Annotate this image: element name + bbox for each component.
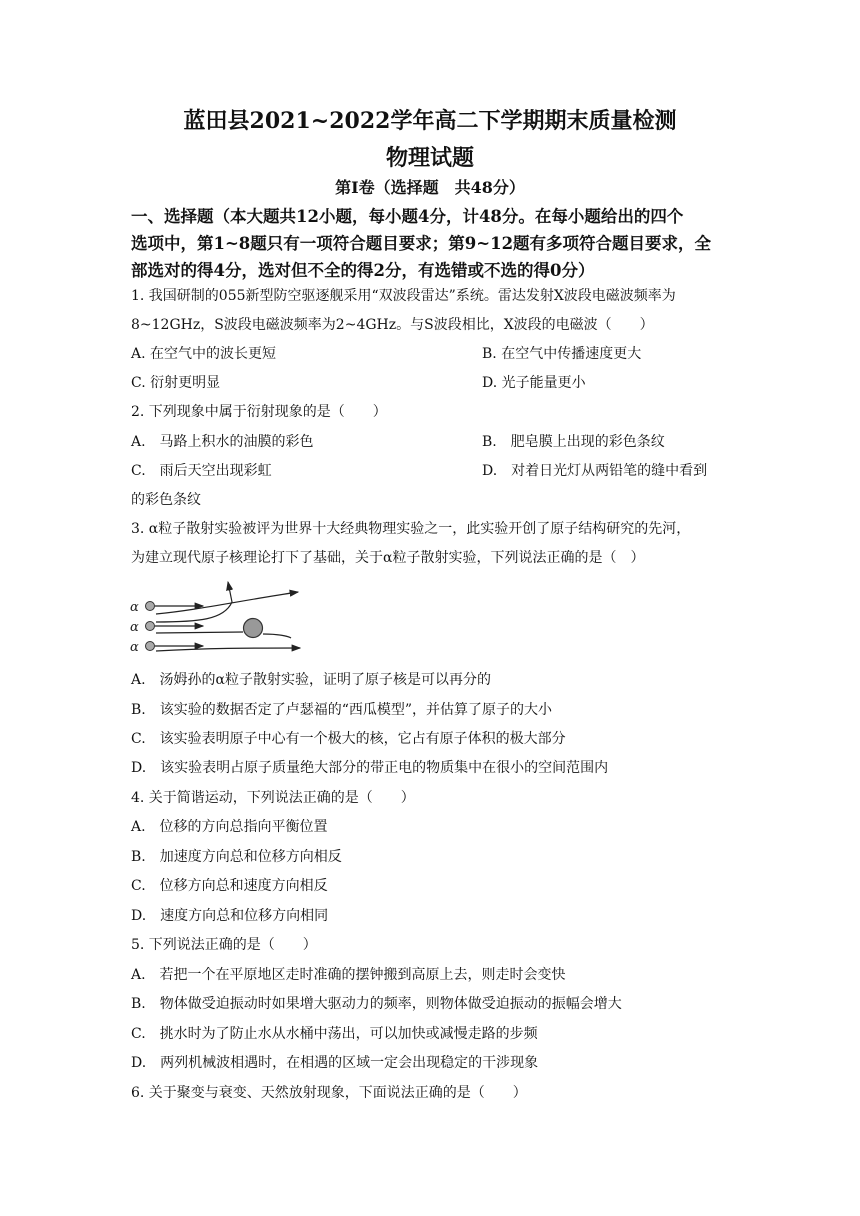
q1-option-b: B. 在空气中传播速度更大 [482, 346, 642, 362]
q4-option-c: C. 位移方向总和速度方向相反 [131, 878, 328, 894]
q4-option-a: A. 位移的方向总指向平衡位置 [131, 819, 328, 835]
alpha-label-3: α [130, 640, 139, 655]
low-trajectory [156, 648, 300, 651]
q2-option-d-continued: 的彩色条纹 [131, 492, 201, 508]
q1-option-d: D. 光子能量更小 [482, 375, 586, 391]
q5-option-b: B. 物体做受迫振动时如果增大驱动力的频率，则物体做受迫振动的振幅会增大 [131, 996, 622, 1012]
q3-option-c: C. 该实验表明原子中心有一个极大的核，它占有原子体积的极大部分 [131, 731, 566, 747]
q2-stem: 2. 下列现象中属于衍射现象的是（ ） [131, 404, 387, 420]
q3-option-a: A. 汤姆孙的α粒子散射实验，证明了原子核是可以再分的 [131, 672, 492, 688]
q1-option-a: A. 在空气中的波长更短 [131, 346, 277, 362]
q4-stem: 4. 关于简谐运动，下列说法正确的是（ ） [131, 790, 415, 806]
q1-stem-line: 8~12GHz，S波段电磁波频率为2~4GHz。与S波段相比，X波段的电磁波（ ） [131, 317, 654, 333]
q4-option-b: B. 加速度方向总和位移方向相反 [131, 849, 342, 865]
q2-option-a: A. 马路上积水的油膜的彩色 [131, 434, 314, 450]
nucleus [244, 619, 263, 638]
backscatter-trajectory [156, 582, 232, 622]
alpha-scattering-diagram [128, 576, 313, 658]
q5-option-d: D. 两列机械波相遇时，在相遇的区域一定会出现稳定的干涉现象 [131, 1055, 539, 1071]
q2-option-c: C. 雨后天空出现彩虹 [131, 463, 272, 479]
q3-option-d: D. 该实验表明占原子质量绝大部分的带正电的物质集中在很小的空间范围内 [131, 760, 609, 776]
q1-option-c: C. 衍射更明显 [131, 375, 221, 391]
q2-option-d: D. 对着日光灯从两铅笔的缝中看到 [482, 463, 708, 479]
alpha-particle [146, 622, 155, 631]
q3-stem-line: 3. α粒子散射实验被评为世界十大经典物理实验之一，此实验开创了原子结构研究的先河， [131, 521, 691, 537]
exam-title: 蓝田县2021~2022学年高二下学期期末质量检测 [183, 108, 677, 134]
q2-option-b: B. 肥皂膜上出现的彩色条纹 [482, 434, 665, 450]
q5-option-a: A. 若把一个在平原地区走时准确的摆钟搬到高原上去，则走时会变快 [131, 967, 566, 983]
q3-option-b: B. 该实验的数据否定了卢瑟福的“西瓜模型”，并估算了原子的大小 [131, 702, 553, 718]
q5-option-c: C. 挑水时为了防止水从水桶中荡出，可以加快或减慢走路的步频 [131, 1026, 538, 1042]
alpha-particle [146, 602, 155, 611]
section-instructions-line: 一、选择题（本大题共12小题，每小题4分，计48分。在每小题给出的四个 [131, 207, 684, 226]
deflected-trajectory [156, 592, 298, 614]
straight-trajectory-exit [263, 634, 291, 638]
alpha-label-1: α [130, 600, 139, 615]
q4-option-d: D. 速度方向总和位移方向相同 [131, 908, 329, 924]
section-instructions-line: 选项中，第1~8题只有一项符合题目要求；第9~12题有多项符合题目要求，全 [131, 234, 712, 253]
q1-stem-line: 1. 我国研制的055新型防空驱逐舰采用“双波段雷达”系统。雷达发射X波段电磁波频率为 [131, 288, 676, 304]
q5-stem: 5. 下列说法正确的是（ ） [131, 937, 317, 953]
section-instructions-line: 部选对的得4分，选对但不全的得2分，有选错或不选的得0分） [131, 261, 595, 280]
exam-subject: 物理试题 [385, 145, 474, 171]
straight-trajectory [156, 632, 243, 633]
q3-stem-line: 为建立现代原子核理论打下了基础，关于α粒子散射实验，下列说法正确的是（ ） [131, 550, 645, 566]
alpha-particle [146, 642, 155, 651]
q6-stem: 6. 关于聚变与衰变、天然放射现象，下面说法正确的是（ ） [131, 1085, 527, 1101]
exam-part-heading: 第Ⅰ卷（选择题 共48分） [335, 178, 525, 197]
alpha-label-2: α [130, 620, 139, 635]
